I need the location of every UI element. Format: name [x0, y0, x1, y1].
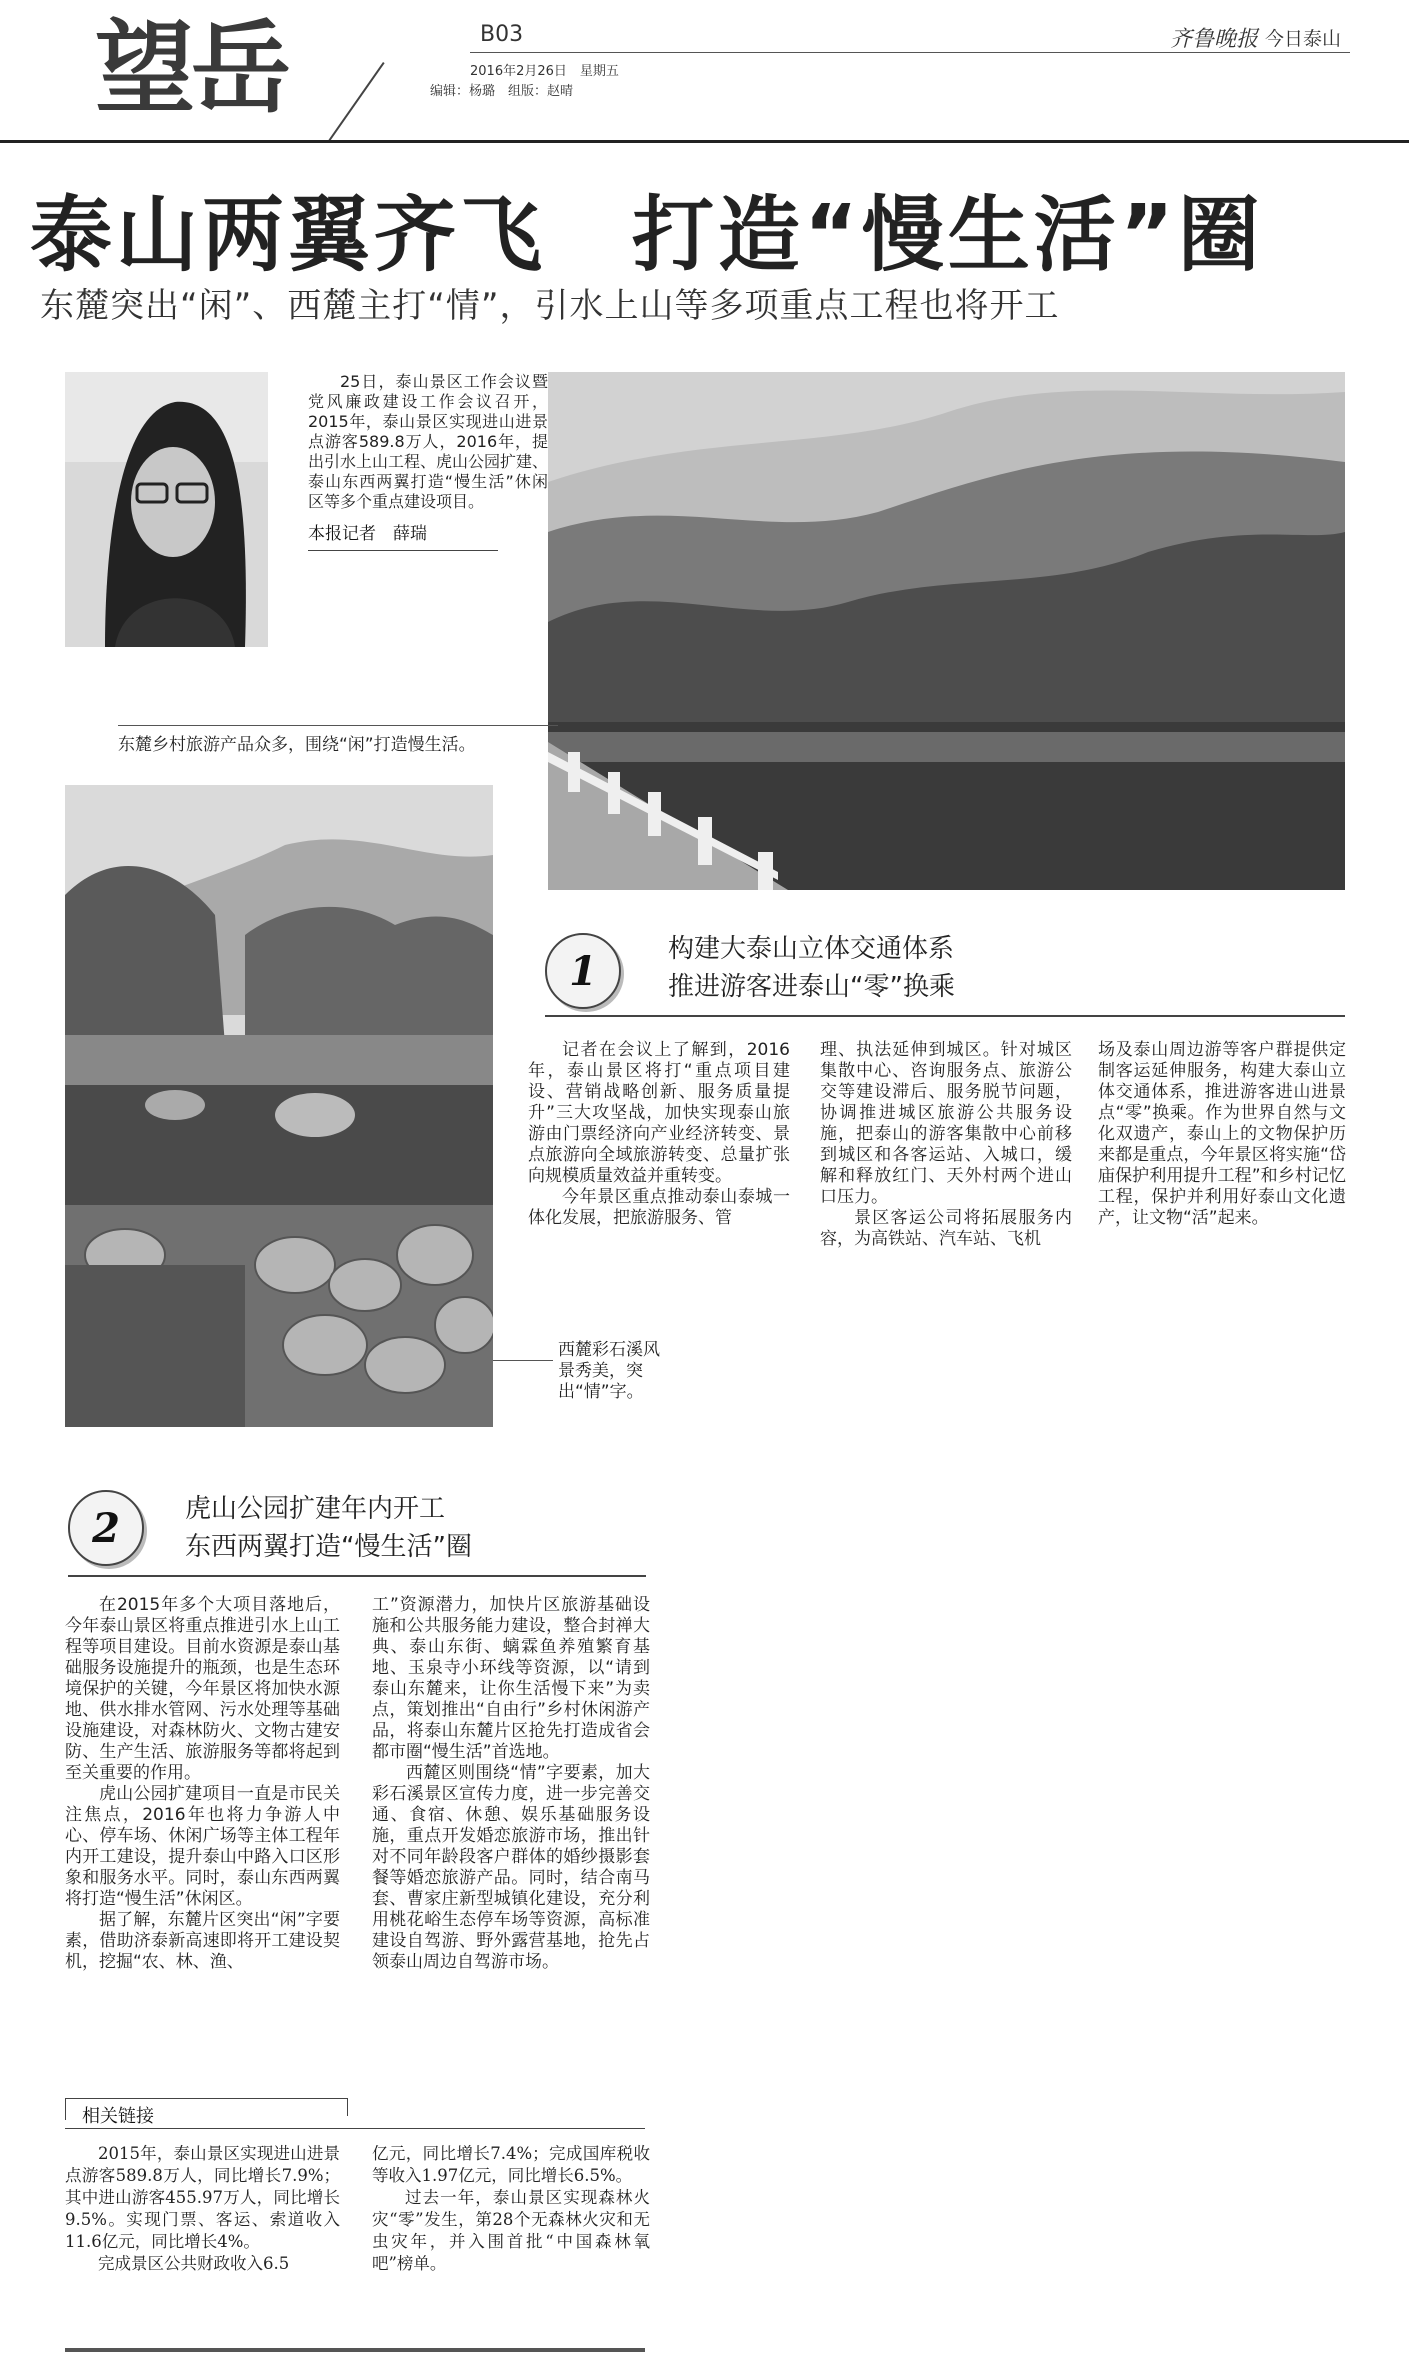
section-2-column-2: [372, 1595, 650, 1973]
section-name: 今日泰山: [1265, 28, 1342, 50]
related-column-2: [372, 2143, 650, 2275]
section-1-rule: [545, 1015, 1345, 1017]
section-1-paragraph: 景区客运公司将拓展服务内容，为高铁站、汽车站、飞机: [820, 1208, 1072, 1249]
section-1-paragraph: 场及泰山周边游等客户群提供定制客运延伸服务，构建大泰山立体交通体系，推进游客进山进景点“零”换乘。作为世界自然与文化双遗产，泰山上的文物保护历来都是重点，今年景区将实施“岱庙保护利用提升工程”和乡村记忆工程，保护并利用好泰山文化遗产，让文物“活”起来。: [1098, 1040, 1346, 1228]
related-left-tick: [65, 2098, 66, 2120]
east-caption-rule: [118, 725, 558, 726]
related-paragraph: 完成景区公共财政收入6.5: [98, 2254, 290, 2273]
section-2-number: 2: [68, 1490, 144, 1566]
section-1-number: 1: [545, 933, 621, 1009]
related-paragraph: 过去一年，泰山景区实现森林火灾“零”发生，第28个无森林火灾和无虫灾年，并入围首批“中国森林氧吧”榜单。: [372, 2188, 650, 2273]
related-right-tick: [347, 2098, 348, 2116]
section-1-paragraph: 记者在会议上了解到，2016年，泰山景区将打“重点项目建设、营销战略创新、服务质量提升”三大攻坚战，加快实现泰山旅游由门票经济向产业经济转变、景点旅游向全域旅游转变、总量扩张向规模质量效益并重转变。: [528, 1040, 790, 1186]
section-2-title-line1: 虎山公园扩建年内开工: [185, 1494, 446, 1524]
section-1-paragraph: 理、执法延伸到城区。针对城区集散中心、咨询服务点、旅游公交等建设滞后、服务脱节问题，协调推进城区旅游公共服务设施，把泰山的游客集散中心前移到城区和各客运站、入城口，缓解和释放红门、天外村两个进山口压力。: [820, 1040, 1072, 1207]
related-column-1: [65, 2143, 340, 2275]
logo-text: 望岳: [95, 15, 287, 115]
section-2-column-1: [65, 1595, 340, 1973]
section-2-paragraph: 西麓区则围绕“情”字要素，加大彩石溪景区宣传力度，进一步完善交通、食宿、休憩、娱乐基础服务设施，重点开发婚恋旅游市场，推出针对不同年龄段客户群体的婚纱摄影套餐等婚恋旅游产品。同时，结合南马套、曹家庄新型城镇化建设，充分利用桃花峪生态停车场等资源，高标准建设自驾游、野外露营基地，抢先占领泰山周边自驾游市场。: [372, 1763, 650, 1972]
west-foothill-photo: [65, 785, 493, 1427]
newspaper-brand: 齐鲁晚报: [1170, 27, 1259, 52]
related-paragraph: 亿元，同比增长7.4%；完成国库税收等收入1.97亿元，同比增长6.5%。: [372, 2144, 650, 2185]
logo-graphic: [95, 15, 345, 115]
section-1-title: [668, 930, 1268, 1006]
intro-paragraph: [308, 372, 548, 551]
reporter-portrait: [65, 372, 268, 647]
masthead-bottom-rule: [0, 140, 1409, 143]
section-1-column-1: [528, 1040, 790, 1229]
intro-text: 25日，泰山景区工作会议暨党风廉政建设工作会议召开，2015年，泰山景区实现进山进景点游客589.8万人，2016年，提出引水上山工程、虎山公园扩建、泰山东西两翼打造“慢生活”休闲区等多个重点建设项目。: [308, 372, 549, 511]
section-1-column-2: [820, 1040, 1072, 1250]
west-caption-rule: [493, 1360, 553, 1361]
section-1-paragraph: 今年景区重点推动泰山泰城一体化发展，把旅游服务、管: [528, 1187, 790, 1228]
section-2-paragraph: 据了解，东麓片区突出“闲”字要素，借助济泰新高速即将开工建设契机，挖掘“农、林、渔、: [65, 1910, 340, 1972]
logo-block: [95, 15, 345, 115]
byline: 本报记者 薛瑞: [308, 524, 427, 544]
section-2-paragraph: 工”资源潜力，加快片区旅游基础设施和公共服务能力建设，整合封禅大典、泰山东街、螭霖鱼养殖繁育基地、玉泉寺小环线等资源，以“请到泰山东麓来，让你生活慢下来”为卖点，策划推出“自由行”乡村休闲游产品，将泰山东麓片区抢先打造成省会都市圈“慢生活”首选地。: [372, 1595, 650, 1762]
section-2-paragraph: 在2015年多个大项目落地后，今年泰山景区将重点推进引水上山工程等项目建设。目前水资源是泰山基础服务设施提升的瓶颈，也是生态环境保护的关键，今年景区将加快水源地、供水排水管网、污水处理等基础设施建设，对森林防火、文物古建安防、生产生活、旅游服务等都将起到至关重要的作用。: [65, 1595, 340, 1783]
related-paragraph: 2015年，泰山景区实现进山进景点游客589.8万人，同比增长7.9%；其中进山游客455.97万人，同比增长9.5%。实现门票、客运、索道收入11.6亿元，同比增长4%。: [65, 2144, 340, 2251]
related-header-rule: [65, 2128, 645, 2129]
section-2-title: [185, 1490, 685, 1566]
page-number: B03: [480, 22, 524, 47]
headline: 泰山两翼齐飞 打造“慢生活”圈: [30, 188, 1264, 283]
section-2-title-line2: 东西两翼打造“慢生活”圈: [185, 1532, 472, 1562]
section-1-column-3: [1098, 1040, 1346, 1229]
section-1-title-line1: 构建大泰山立体交通体系: [668, 934, 955, 964]
west-photo-caption: 西麓彩石溪风景秀美，突出“情”字。: [558, 1340, 660, 1402]
section-2-paragraph: 虎山公园扩建项目一直是市民关注焦点，2016年也将力争游人中心、停车场、休闲广场等主体工程年内开工建设，提升泰山中路入口区形象和服务水平。同时，泰山东西两翼将打造“慢生活”休闲区。: [65, 1784, 340, 1909]
section-1-title-line2: 推进游客进泰山“零”换乘: [668, 972, 955, 1002]
related-bottom-rule: [65, 2348, 645, 2352]
east-foothill-photo: [548, 372, 1345, 890]
related-top-rule: [65, 2098, 347, 2099]
related-label: 相关链接: [82, 2106, 154, 2127]
issue-date: 2016年2月26日 星期五: [470, 64, 619, 79]
east-photo-caption: 东麓乡村旅游产品众多，围绕“闲”打造慢生活。: [118, 735, 476, 755]
byline-rule: [308, 550, 498, 551]
subheadline: 东麓突出“闲”、西麓主打“情”，引水上山等多项重点工程也将开工: [40, 286, 1060, 326]
editor-credits: 编辑：杨璐 组版：赵晴: [430, 84, 574, 99]
section-2-rule: [68, 1575, 646, 1577]
